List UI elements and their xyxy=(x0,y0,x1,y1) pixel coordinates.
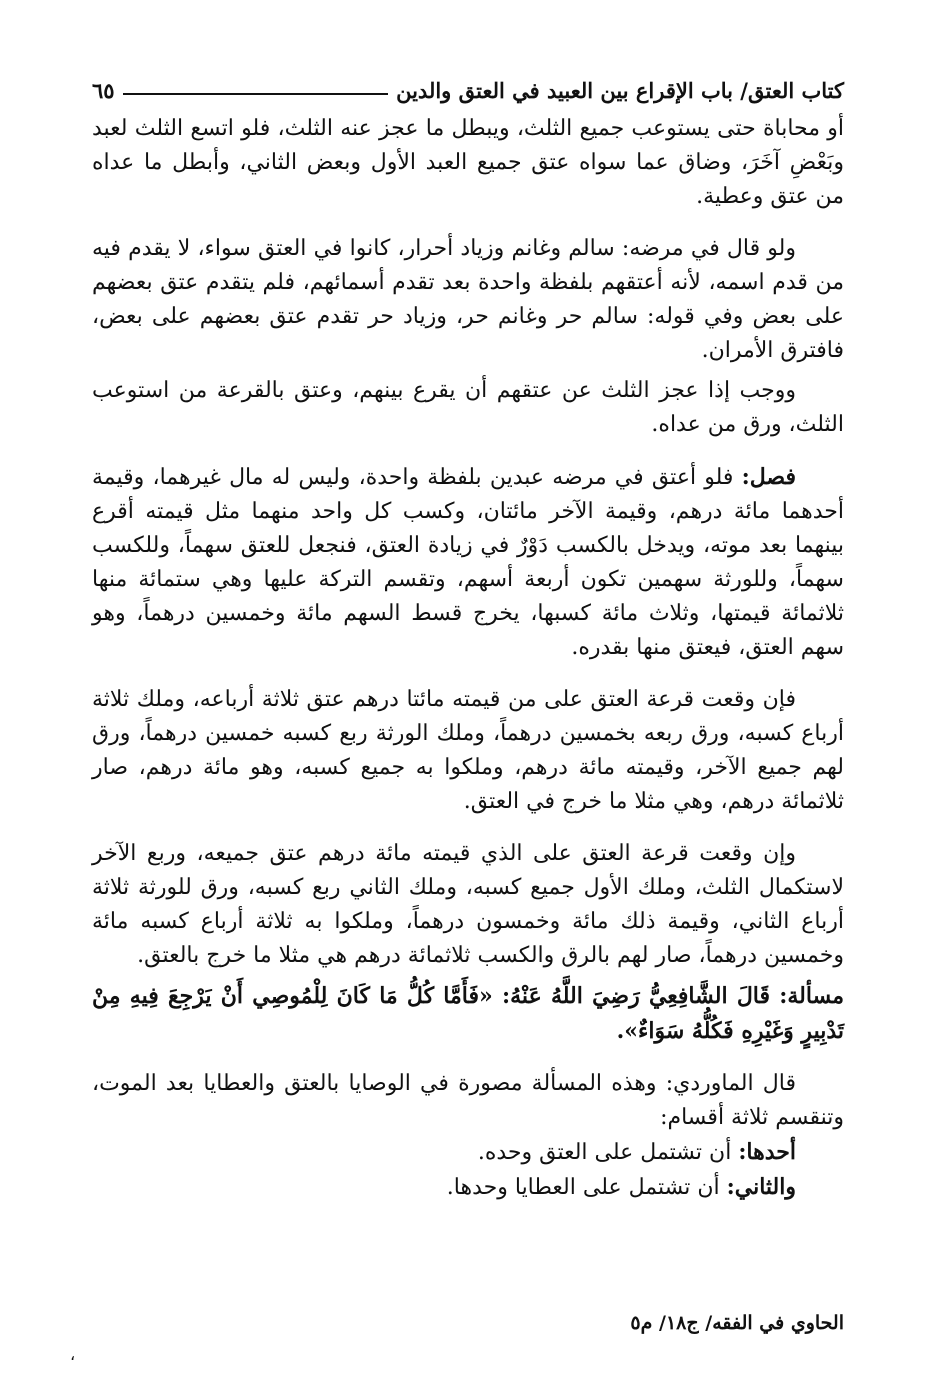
paragraph-masala xyxy=(92,979,844,1049)
paragraph-3: ووجب إذا عجز الثلث عن عتقهم أن يقرع بينهم، وعتق بالقرعة من استوعب الثلث، ورق من عداه. xyxy=(92,378,844,437)
item-1-text: أن تشتمل على العتق وحده. xyxy=(477,1140,739,1165)
section-label: فصل: xyxy=(741,464,796,490)
item-1-label: أحدها: xyxy=(738,1139,796,1165)
page-number: ٦٥ xyxy=(92,77,115,103)
running-header xyxy=(92,70,844,110)
item-2-label: والثاني: xyxy=(726,1174,796,1200)
item-2-text: أن تشتمل على العطايا وحدها. xyxy=(446,1175,727,1200)
paragraph-5: فإن وقعت قرعة العتق على من قيمته مائتا درهم عتق ثلاثة أرباعه، وملك ثلاثة أرباع كسبه، ورق ربعه بخمسين درهماً، وملك الورثة ربع كسبه خمسين درهماً، ورق لهم جميع الآخر، وقيمته مائة درهم، وملكوا به جميع كسبه، وهو مائة درهم، صار ثلاثمائة درهم، وهي مثلا ما خرج في العتق. xyxy=(92,687,844,814)
footer-signature: الحاوي في الفقه/ ج١٨/ م٥ xyxy=(630,1312,844,1334)
paragraph-1: أو محاباة حتى يستوعب جميع الثلث، ويبطل ما عجز عنه الثلث، فلو اتسع الثلث لعبد وبَعْضِ آخَرَ، وضاق عما سواه عتق جميع العبد الأول وبعض الثاني، وأبطل ما عداه من عتق وعطية. xyxy=(92,116,844,209)
paragraph-fasl xyxy=(92,460,844,665)
footer-mark: ، xyxy=(70,1345,76,1364)
paragraph-9 xyxy=(92,1135,844,1170)
paragraph-8: قال الماوردي: وهذه المسألة مصورة في الوصايا بالعتق والعطايا بعد الموت، وتنقسم ثلاثة أقسام: xyxy=(92,1071,844,1130)
paragraph-6: وإن وقعت قرعة العتق على الذي قيمته مائة درهم عتق جميعه، وربع الآخر لاستكمال الثلث، وملك الأول جميع كسبه، وملك الثاني ربع كسبه، ورق للورثة ثلاثة أرباع الثاني، وقيمة ذلك مائة وخمسون درهماً، وملكوا به ثلاثة أرباع كسبه مائة وخمسين درهماً، صار لهم بالرق والكسب ثلاثمائة درهم هي مثلا ما خرج بالعتق. xyxy=(92,841,844,968)
paragraph-10 xyxy=(92,1170,844,1205)
masala-quote: «فَأَمَّا كُلُّ مَا كَانَ لِلْمُوصِي أَنْ يَرْجِعَ فِيهِ مِنْ تَدْبِيرٍ وَغَيْرِهِ فَكُلُّهُ سَوَاءٌ». xyxy=(92,983,844,1044)
header-title: كتاب العتق/ باب الإقراع بين العبيد في العتق والدين xyxy=(396,77,844,103)
masala-label: مسألة: قَالَ الشَّافِعِيُّ رَضِيَ اللَّهُ عَنْهُ: xyxy=(502,983,844,1009)
header-rule xyxy=(123,93,389,95)
paragraph-2: ولو قال في مرضه: سالم وغانم وزياد أحرار، كانوا في العتق سواء، لا يقدم فيه من قدم اسمه، لأنه أعتقهم بلفظة واحدة بعد تقدم أسمائهم، فلم يتقدم عتق بعضهم على بعض وفي قوله: سالم حر وغانم حر، وزياد حر تقدم عتق بعضهم على بعض، فافترق الأمران. xyxy=(92,236,845,363)
page-body xyxy=(92,70,844,1205)
paragraph-4-text: فلو أعتق في مرضه عبدين بلفظة واحدة، وليس له مال غيرهما، وقيمة أحدهما مائة درهم، وقيمة الآخر مائتان، وكسب كل واحد منهما مثل قيمته أقرع بينهما بعد موته، ويدخل بالكسب دَوْرٌ في زيادة العتق، فنجعل للعتق سهماً، وللكسب سهماً، وللورثة سهمين تكون أربعة أسهم، وتقسم التركة عليها وهي ستمائة منها ثلاثمائة قيمتها، وثلاث مائة كسبها، يخرج قسط السهم مائة وخمسين درهماً، وهو سهم العتق، فيعتق منها بقدره. xyxy=(92,465,844,660)
